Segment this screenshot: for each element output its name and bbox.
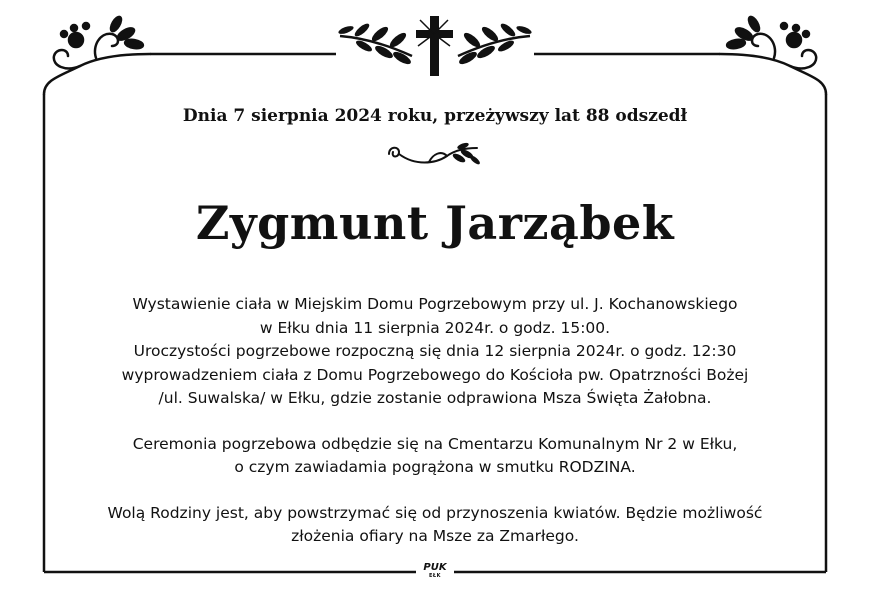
body-line: o czym zawiadamia pogrążona w smutku RODZINA. — [234, 458, 636, 476]
body-line: Uroczystości pogrzebowe rozpoczną się dnia 12 sierpnia 2024r. o godz. 12:30 — [133, 342, 737, 360]
cross-with-laurel-icon — [337, 16, 532, 76]
logo-sub-text: EŁK — [428, 573, 441, 579]
deceased-name: Zygmunt Jarząbek — [195, 196, 675, 250]
body-line: Wystawienie ciała w Miejskim Domu Pogrzebowym przy ul. J. Kochanowskiego — [132, 295, 738, 313]
body-line: Ceremonia pogrzebowa odbędzie się na Cmentarzu Komunalnym Nr 2 w Ełku, — [132, 434, 738, 453]
floral-corner-ornament-icon — [44, 15, 150, 94]
body-line: /ul. Suwalska/ w Ełku, gdzie zostanie odprawiona Msza Święta Żałobna. — [158, 389, 712, 407]
body-line: złożenia ofiary na Msze za Zmarłego. — [291, 527, 579, 545]
body-line: wyprowadzeniem ciała z Domu Pogrzebowego do Kościoła pw. Opatrzności Bożej — [121, 365, 749, 384]
body-line: w Ełku dnia 11 sierpnia 2024r. o godz. 15:00. — [259, 318, 611, 337]
notice-body — [60, 293, 810, 549]
logo-main-text: PUK — [423, 562, 447, 573]
body-line: Wolą Rodziny jest, aby powstrzymać się od przynoszenia kwiatów. Będzie możliwość — [107, 503, 763, 522]
notice-heading: Dnia 7 sierpnia 2024 roku, przeżywszy lat 88 odszedł — [182, 106, 688, 126]
paragraph-gap — [60, 411, 810, 433]
leaf-sprig-divider-icon — [385, 140, 485, 172]
company-logo — [418, 562, 452, 580]
floral-corner-ornament-icon — [720, 15, 826, 94]
paragraph-gap — [60, 480, 810, 502]
